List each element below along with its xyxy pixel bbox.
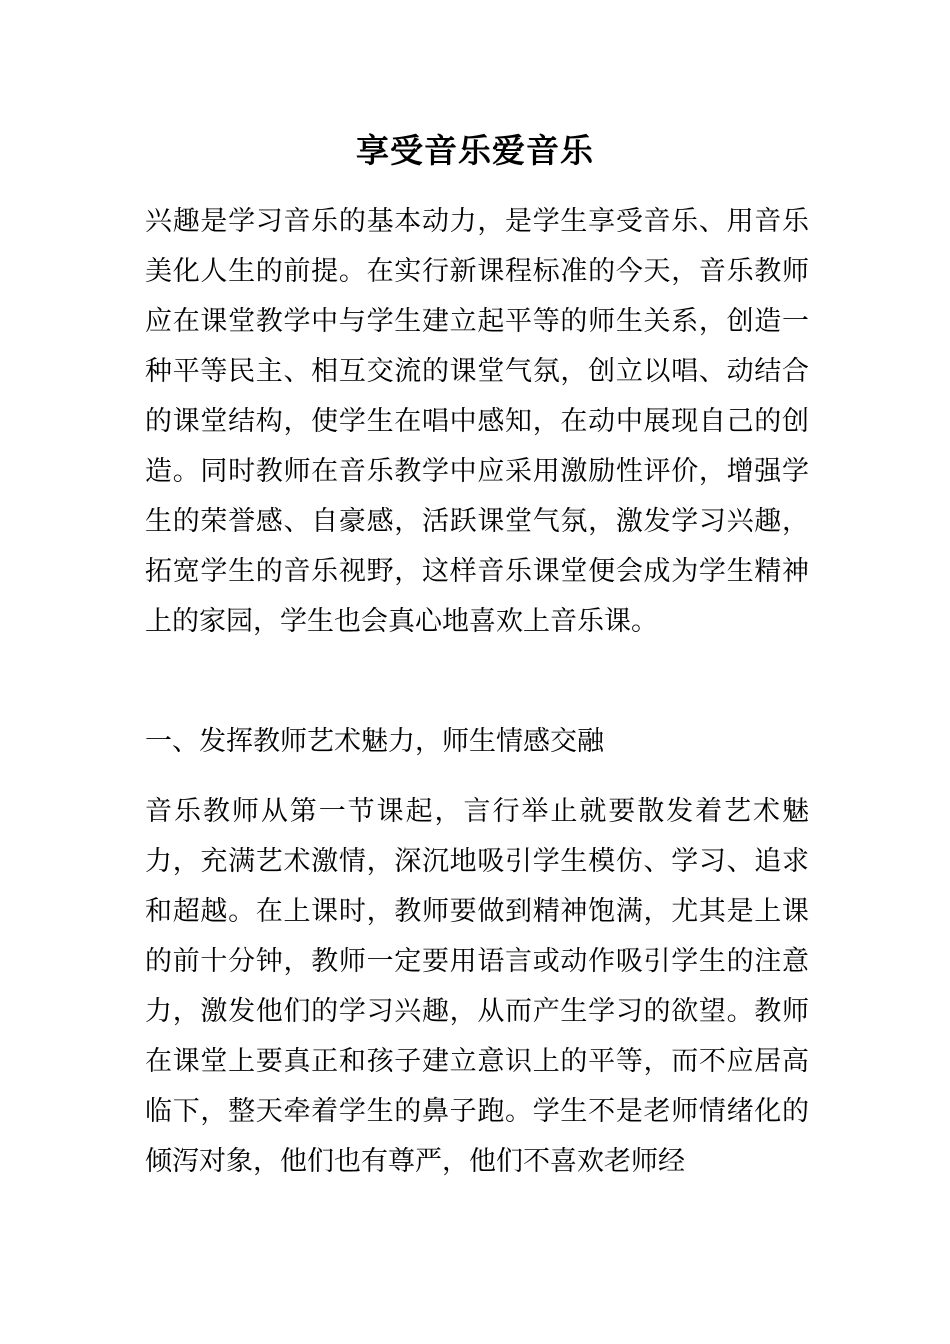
- section-paragraph: 音乐教师从第一节课起，言行举止就要散发着艺术魅力，充满艺术激情，深沉地吸引学生模仿、学习、追求和超越。在上课时，教师要做到精神饱满，尤其是上课的前十分钟，教师一定要用语言或动作吸引学生的注意力，激发他们的学习兴趣，从而产生学习的欲望。教师在课堂上要真正和孩子建立意识上的平等，而不应居高临下，整天牵着学生的鼻子跑。学生不是老师情绪化的倾泻对象，他们也有尊严，他们不喜欢老师经: [145, 796, 809, 1177]
- intro-paragraph: 兴趣是学习音乐的基本动力，是学生享受音乐、用音乐美化人生的前提。在实行新课程标准的今天，音乐教师应在课堂教学中与学生建立起平等的师生关系，创造一种平等民主、相互交流的课堂气氛，创立以唱、动结合的课堂结构，使学生在唱中感知，在动中展现自己的创造。同时教师在音乐教学中应采用激励性评价，增强学生的荣誉感、自豪感，活跃课堂气氛，激发学习兴趣，拓宽学生的音乐视野，这样音乐课堂便会成为学生精神上的家园，学生也会真心地喜欢上音乐课。: [145, 206, 809, 637]
- document-title: 享受音乐爱音乐: [356, 131, 594, 170]
- section-heading: 一、发挥教师艺术魅力，师生情感交融: [145, 726, 604, 757]
